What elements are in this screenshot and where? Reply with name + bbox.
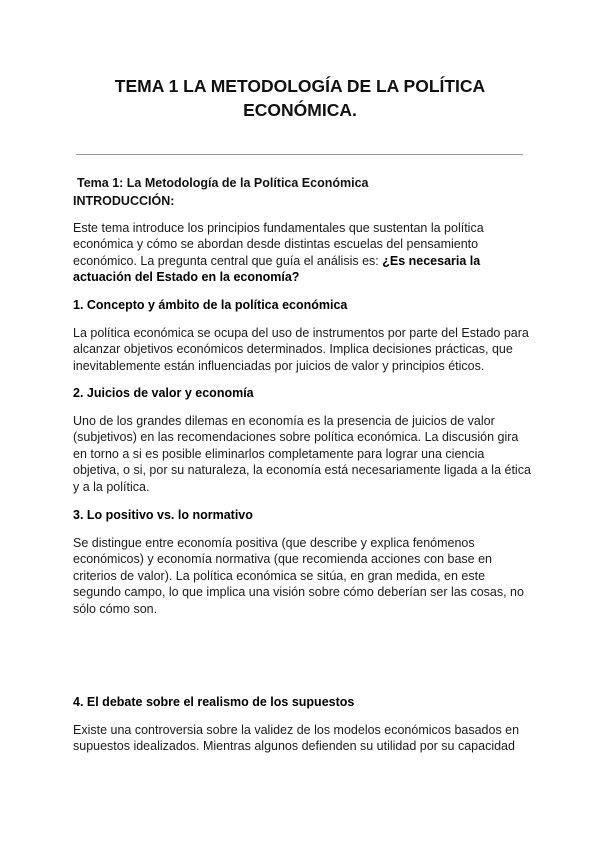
horizontal-divider: [76, 154, 523, 155]
document-subtitle: Tema 1: La Metodología de la Política Económica: [77, 176, 369, 190]
page-title-line-1: TEMA 1 LA METODOLOGÍA DE LA POLÍTICA: [114, 76, 486, 96]
section-1-paragraph: La política económica se ocupa del uso de instrumentos por parte del Estado para alcanzar objetivos económicos determinados. Implica decisiones prácticas, que inevitablemente están influenciadas por juicios de valor y principios éticos.: [73, 326, 529, 373]
section-2-heading: 2. Juicios de valor y economía: [73, 386, 254, 400]
introduction-label: INTRODUCCIÓN:: [73, 194, 175, 208]
section-3-heading: 3. Lo positivo vs. lo normativo: [73, 508, 253, 522]
page-title: [80, 74, 520, 122]
page-title-line-2: ECONÓMICA.: [243, 100, 357, 120]
section-3-paragraph: Se distingue entre economía positiva (que describe y explica fenómenos económicos) y economía normativa (que recomienda acciones con base en criterios de valor). La política económica se sitúa, en gran medida, en este segundo campo, lo que implica una visión sobre cómo deberían ser las cosas, no sólo cómo son.: [73, 536, 524, 616]
introduction-paragraph: [73, 220, 533, 286]
introduction-question: ¿Es necesaria la actuación del Estado en la economía?: [73, 253, 481, 285]
section-4-heading: 4. El debate sobre el realismo de los supuestos: [73, 695, 355, 709]
introduction-text: Este tema introduce los principios fundamentales que sustentan la política económica y cómo se abordan desde distintas escuelas del pensamiento económico. La pregunta central que guía el análisis es:: [73, 221, 484, 268]
section-1-heading: 1. Concepto y ámbito de la política económica: [73, 298, 348, 312]
section-2-paragraph: Uno de los grandes dilemas en economía es la presencia de juicios de valor (subjetivos) en las recomendaciones sobre política económica. La discusión gira en torno a si es posible eliminarlos completamente para lograr una ciencia objetiva, o si, por su naturaleza, la economía está necesariamente ligada a la ética y a la política.: [73, 414, 531, 494]
section-4-paragraph: Existe una controversia sobre la validez de los modelos económicos basados en supuestos idealizados. Mientras algunos defienden su utilidad por su capacidad: [73, 723, 520, 754]
